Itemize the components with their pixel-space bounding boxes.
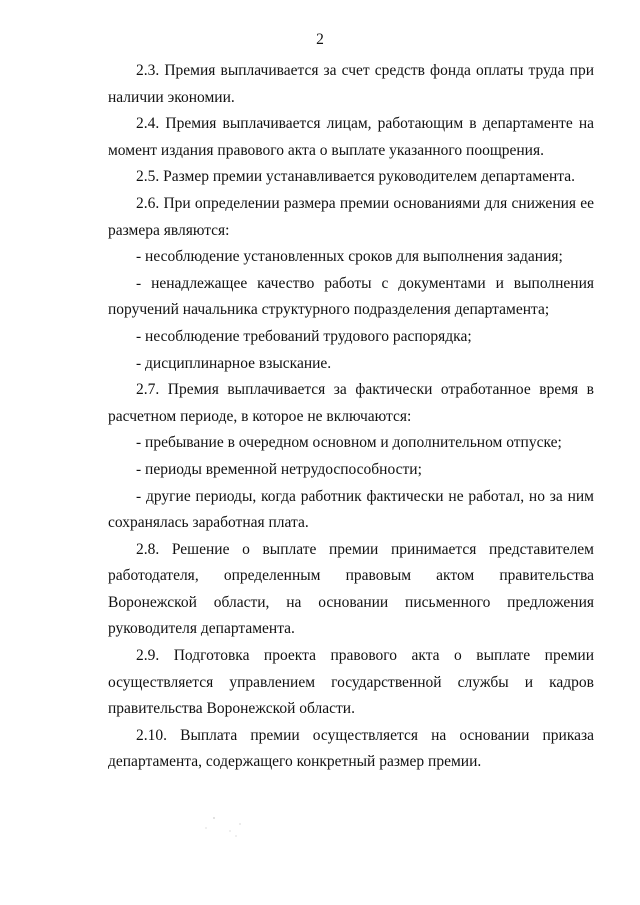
document-body	[108, 58, 594, 776]
paragraph-2-8: 2.8. Решение о выплате премии принимается представителем работодателя, определенным правовым актом правительства Воронежской области, на основании письменного предложения руководителя департамента.	[108, 540, 594, 638]
list-item-work-schedule: - несоблюдение требований трудового распорядка;	[136, 327, 472, 345]
list-item-deadlines: - несоблюдение установленных сроков для выполнения задания;	[136, 248, 563, 266]
page-number: 2	[316, 31, 324, 48]
paragraph-2-7: 2.7. Премия выплачивается за фактически отработанное время в расчетном периоде, в которое не включаются:	[108, 381, 594, 425]
paragraph-2-3: 2.3. Премия выплачивается за счет средств фонда оплаты труда при наличии экономии.	[108, 62, 594, 106]
list-item-vacation: - пребывание в очередном основном и дополнительном отпуске;	[136, 434, 562, 452]
paragraph-2-9: 2.9. Подготовка проекта правового акта о выплате премии осуществляется управлением государственной службы и кадров правительства Воронежской области.	[108, 647, 594, 718]
list-item-other-periods: - другие периоды, когда работник фактически не работал, но за ним сохранялась заработная плата.	[108, 487, 594, 532]
paragraph-2-6: 2.6. При определении размера премии основаниями для снижения ее размера являются:	[108, 194, 594, 239]
list-item-quality: - ненадлежащее качество работы с документами и выполнения поручений начальника структурного подразделения департамента;	[108, 274, 594, 319]
paragraph-2-5: 2.5. Размер премии устанавливается руководителем департамента.	[136, 168, 576, 186]
paragraph-2-10: 2.10. Выплата премии осуществляется на основании приказа департамента, содержащего конкретный размер премии.	[108, 726, 594, 771]
scan-specks	[200, 814, 260, 844]
list-item-disciplinary: - дисциплинарное взыскание.	[136, 354, 332, 372]
list-item-sick-leave: - периоды временной нетрудоспособности;	[136, 460, 422, 478]
paragraph-2-4: 2.4. Премия выплачивается лицам, работающим в департаменте на момент издания правового акта о выплате указанного поощрения.	[108, 115, 594, 159]
